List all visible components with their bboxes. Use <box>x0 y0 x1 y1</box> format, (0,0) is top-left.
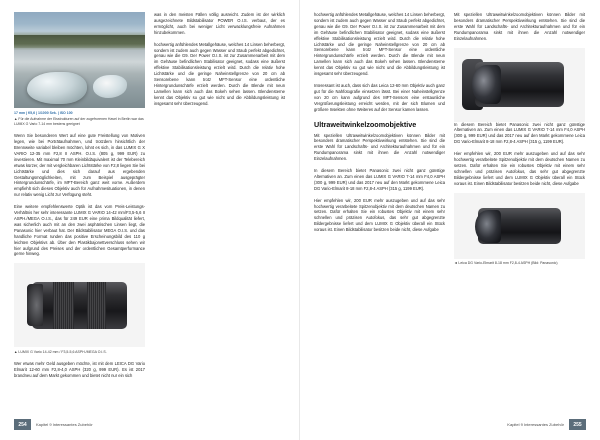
lens-photo-caption: ◄ Leica DG Vario-Elmarit 8-18 mm F2,8-4 ASPH (Bild: Panasonic) <box>454 261 558 266</box>
left-page-column-2 <box>154 12 285 410</box>
leica-8-18-lens-photo <box>454 48 585 122</box>
right-page-column-2 <box>454 12 585 410</box>
zoom-ring <box>53 282 74 329</box>
lens-barrel <box>32 282 126 329</box>
left-page-column-1 <box>14 12 145 410</box>
page-number: 254 <box>14 419 31 430</box>
paragraph: Mit speziellen Ultraweitwinkelzoomobjektiven können Bilder mit besonders dramatischer Perspektivwirkung entstehen. Sie sind die erste Wahl für Landschafts- und Architekturaufnahmen und für ein Rundumpanorama sinkt mit ihnen die Anzahl notwendiger Einzelaufnahmen. <box>454 12 585 41</box>
leica-8-18-lens-photo-secondary <box>454 193 585 259</box>
paragraph: Wenn Sie besonderen Wert auf eine gute Freistellung von Motiven legen, wie bei Porträtaufnahmen, und trotzdem hinsichtlich der Brennweite variabel bleiben möchten, lohnt es sich, in das LUMIX G X VARIO 12-35 mm F2,8 II ASPH. O.I.S. (805 g, 999 EUR) zu investieren. Mit maximal 70 mm Kleinbildäquivalent ist der Telebereich etwas kürzer, der mit vergleichbaren Lichtstärke von F2,8 liegen Sie bei Lichtstärke und dies sich darauf aus ergebenden Gestaltungsmöglichkeiten, mit zum Beispiel ausgeprägter Hintergrundunschärfe, im MFT-Bereich ganz weit vorne. Außerdem empfiehlt sich dieses Objektiv auch für Aufnahmesituationen, in denen nur relativ wenig Licht zur Verfügung steht. <box>14 133 145 198</box>
paragraph: In diesem Bereich bietet Panasonic zwei nicht ganz günstige Alternativen an. Zum einen das LUMIX G VARIO 7-14 mm F4,0 ASPH (300 g, 999 EUR) und das 2017 neu auf den Markt gekommene Leica DG Vario-Elmarit 8-18 mm F2,8-4 ASPH (315 g, 1199 EUR). <box>454 121 585 145</box>
footer-chapter-label: Kapitel 9 Interessantes Zubehör <box>507 422 564 427</box>
right-page-columns <box>314 12 586 410</box>
right-page-column-1 <box>314 12 445 410</box>
front-element <box>475 210 501 243</box>
lumix-1442-lens-photo <box>14 263 145 347</box>
paragraph: hochwertig anfühlendes Metallgehäuse, welches 14 Linsen beherbergt, sondern ist zudem auch gegen Wasser und Staub perfekt abgedichtet, genau wie die G9. Der Power O.I.S. ist zur Zusammenarbeit mit dem im Gehäuse befindlichen Stabilisator geeignet, sodass eine äußerst effektive Stabilisationsleistung erzielt wird. Durch die relativ hohe Lichtstärke und die geringe Naheinstellgrenze von 20 cm ab Sensorebene kann trotz MFT-Sensor eine ordentliche Hintergrundunschärfe erzielt werden. Durch die Blende mit neun Lamellen kann sich auch das Bokeh sehen lassen. Blendensterne kennt das Objektiv so gut wie nicht und die Abbildungsleistung ist insgesamt sehr überzeugend. <box>314 12 445 77</box>
front-element <box>472 65 501 103</box>
left-page-footer <box>14 419 285 430</box>
paragraph: Mit speziellen Ultraweitwinkelzoomobjektiven können Bilder mit besonders dramatischer Perspektivwirkung entstehen. Sie sind die erste Wahl für Landschafts- und Architekturaufnahmen und für ein Rundumpanorama sinkt mit ihnen die Anzahl notwendiger Einzelaufnahmen. <box>314 132 445 162</box>
lens-photo-caption: ▲ LUMIX G Vario 14-42 mm / F3,5-5,6 ASPH./MEGA O.I.S. <box>14 349 107 354</box>
left-page-columns <box>14 12 285 410</box>
photo-caption: ▲ Für die Aufnahme der Eisstrukturen auf der zugefrorenen Havel in Berlin war das LUMIX G Vario 7-14 mm bestens geeignet <box>14 117 144 126</box>
winter-ice-photo <box>14 12 145 108</box>
paragraph: was in den meisten Fällen völlig ausreicht. Zudem ist der wirklich ausgezeichnete Bildstabilisator POWER O.I.S. verbaut, der es ermöglicht, auch bei weniger Licht verwacklungsfreie Aufnahmen hinzubekommen. <box>154 12 285 35</box>
paragraph: hochwertig anfühlendes Metallgehäuse, welches 14 Linsen beherbergt, sondern ist zudem auch gegen Wasser und Staub perfekt abgedichtet, genau wie die G9. Der Power O.I.S. ist zur Zusammenarbeit mit dem im Gehäuse befindlichen Stabilisator geeignet, sodass eine äußerst effektive Stabilisationsleistung erzielt wird. Durch die relativ hohe Lichtstärke und die geringe Naheinstellgrenze von 20 cm ab Sensorebene kann trotz MFT-Sensor eine ordentliche Hintergrundunschärfe erzielt werden. Durch die Blende mit neun Lamellen kann sich auch das Bokeh sehen lassen. Blendensterne kennt das Objektiv so gut wie nicht und die Abbildungsleistung ist insgesamt sehr überzeugend. <box>154 41 285 106</box>
front-element <box>27 284 43 326</box>
right-page-footer <box>314 419 586 430</box>
paragraph: In diesem Bereich bietet Panasonic zwei nicht ganz günstige Alternativen an. Zum einen das LUMIX G VARIO 7-14 mm F4,0 ASPH (300 g, 999 EUR) und das 2017 neu auf den Markt gekommene Leica DG Vario-Elmarit 8-18 mm F2,8-4 ASPH (315 g, 1199 EUR). <box>314 168 445 191</box>
paragraph: Hier empfehlen wir, 200 EUR mehr auszugeben und auf das sehr hochwertig verarbeitete Spitzenobjektiv mit dem deutschen Namen zu setzen. Dafür erhalten Sie ein robustes Objektiv mit einem sehr schnellen und präzisen Autofokus, das sehr gut abgegrenzte Bildergebnisse liefert und dem LUMIX G Objektiv überall ein Stück voraus ist. Einen Bildstabilisator besitzen beide nicht, diese Aufgabe <box>314 197 445 233</box>
paragraph: Wer etwas mehr Geld ausgeben möchte, ist mit dem LEICA DG Vario Elmarit 12-60 mm F2,8-4,0 ASPH (320 g, 999 EUR). Es ist 2017 brandneu auf dem Markt gekommen und bietet nicht nur ein sich <box>14 361 145 379</box>
paragraph: Eine weitere empfehlenswerte Optik ist das vom Preis-Leistungs-Verhältnis her sehr interessante LUMIX G VARIO 14-42 mm/F3,5-5,6 II ASPH./MEGA O.I.S., das für 249 EUR eine prima Bildqualität liefert, was sicherlich auch mit an den zwei asphärischen Linsen liegt, die Panasonic hier verbaut hat. Der Bildstabilisator MEGA O.I.S. und das handliche Format runden das positive Erscheinungsbild des 110 g leichten Objektivs ab. Über den Plastikbajonettverschluss sehen wir hier aufgrund des Preises und der ordentlichen Gesamtperformance gerne hinweg. <box>14 204 145 257</box>
section-heading: Ultraweitwinkelzoomobjektive <box>314 119 417 129</box>
footer-chapter-label: Kapitel 9 Interessantes Zubehör <box>36 422 93 427</box>
paragraph: Hier empfehlen wir, 200 EUR mehr auszugeben und auf das sehr hochwertig verarbeitete Spitzenobjektiv mit dem deutschen Namen zu setzen. Dafür erhalten Sie ein robustes Objektiv mit einem sehr schnellen und präzisen Autofokus, das sehr gut abgegrenzte Bildergebnisse liefert und dem LUMIX G Objektiv überall ein Stück voraus ist. Einen Bildstabilisator besitzen beide nicht, diese Aufgabe <box>454 151 585 186</box>
paragraph: Interessant ist auch, dass sich das Leica 12-60 mm Objektiv auch ganz gut für die Nahfotografie einsetzen lässt. Bei einer Naheinstellgrenze von 20 cm kann aufgrund des MFT-Sensors eine erstaunliche Vergrößerungsleistung erreicht werden, mit der sich Blumen und größere Insekten ohne Weiteres auf der Sensor kamen lassen. <box>314 82 445 112</box>
ice-detail <box>93 75 127 98</box>
page-number: 255 <box>569 419 586 430</box>
focus-ring <box>87 282 105 329</box>
right-page <box>300 0 600 440</box>
photo-exif-caption: 17 mm | f/5,6 | 1/1000 Sek. | ISO 100 <box>14 110 73 115</box>
